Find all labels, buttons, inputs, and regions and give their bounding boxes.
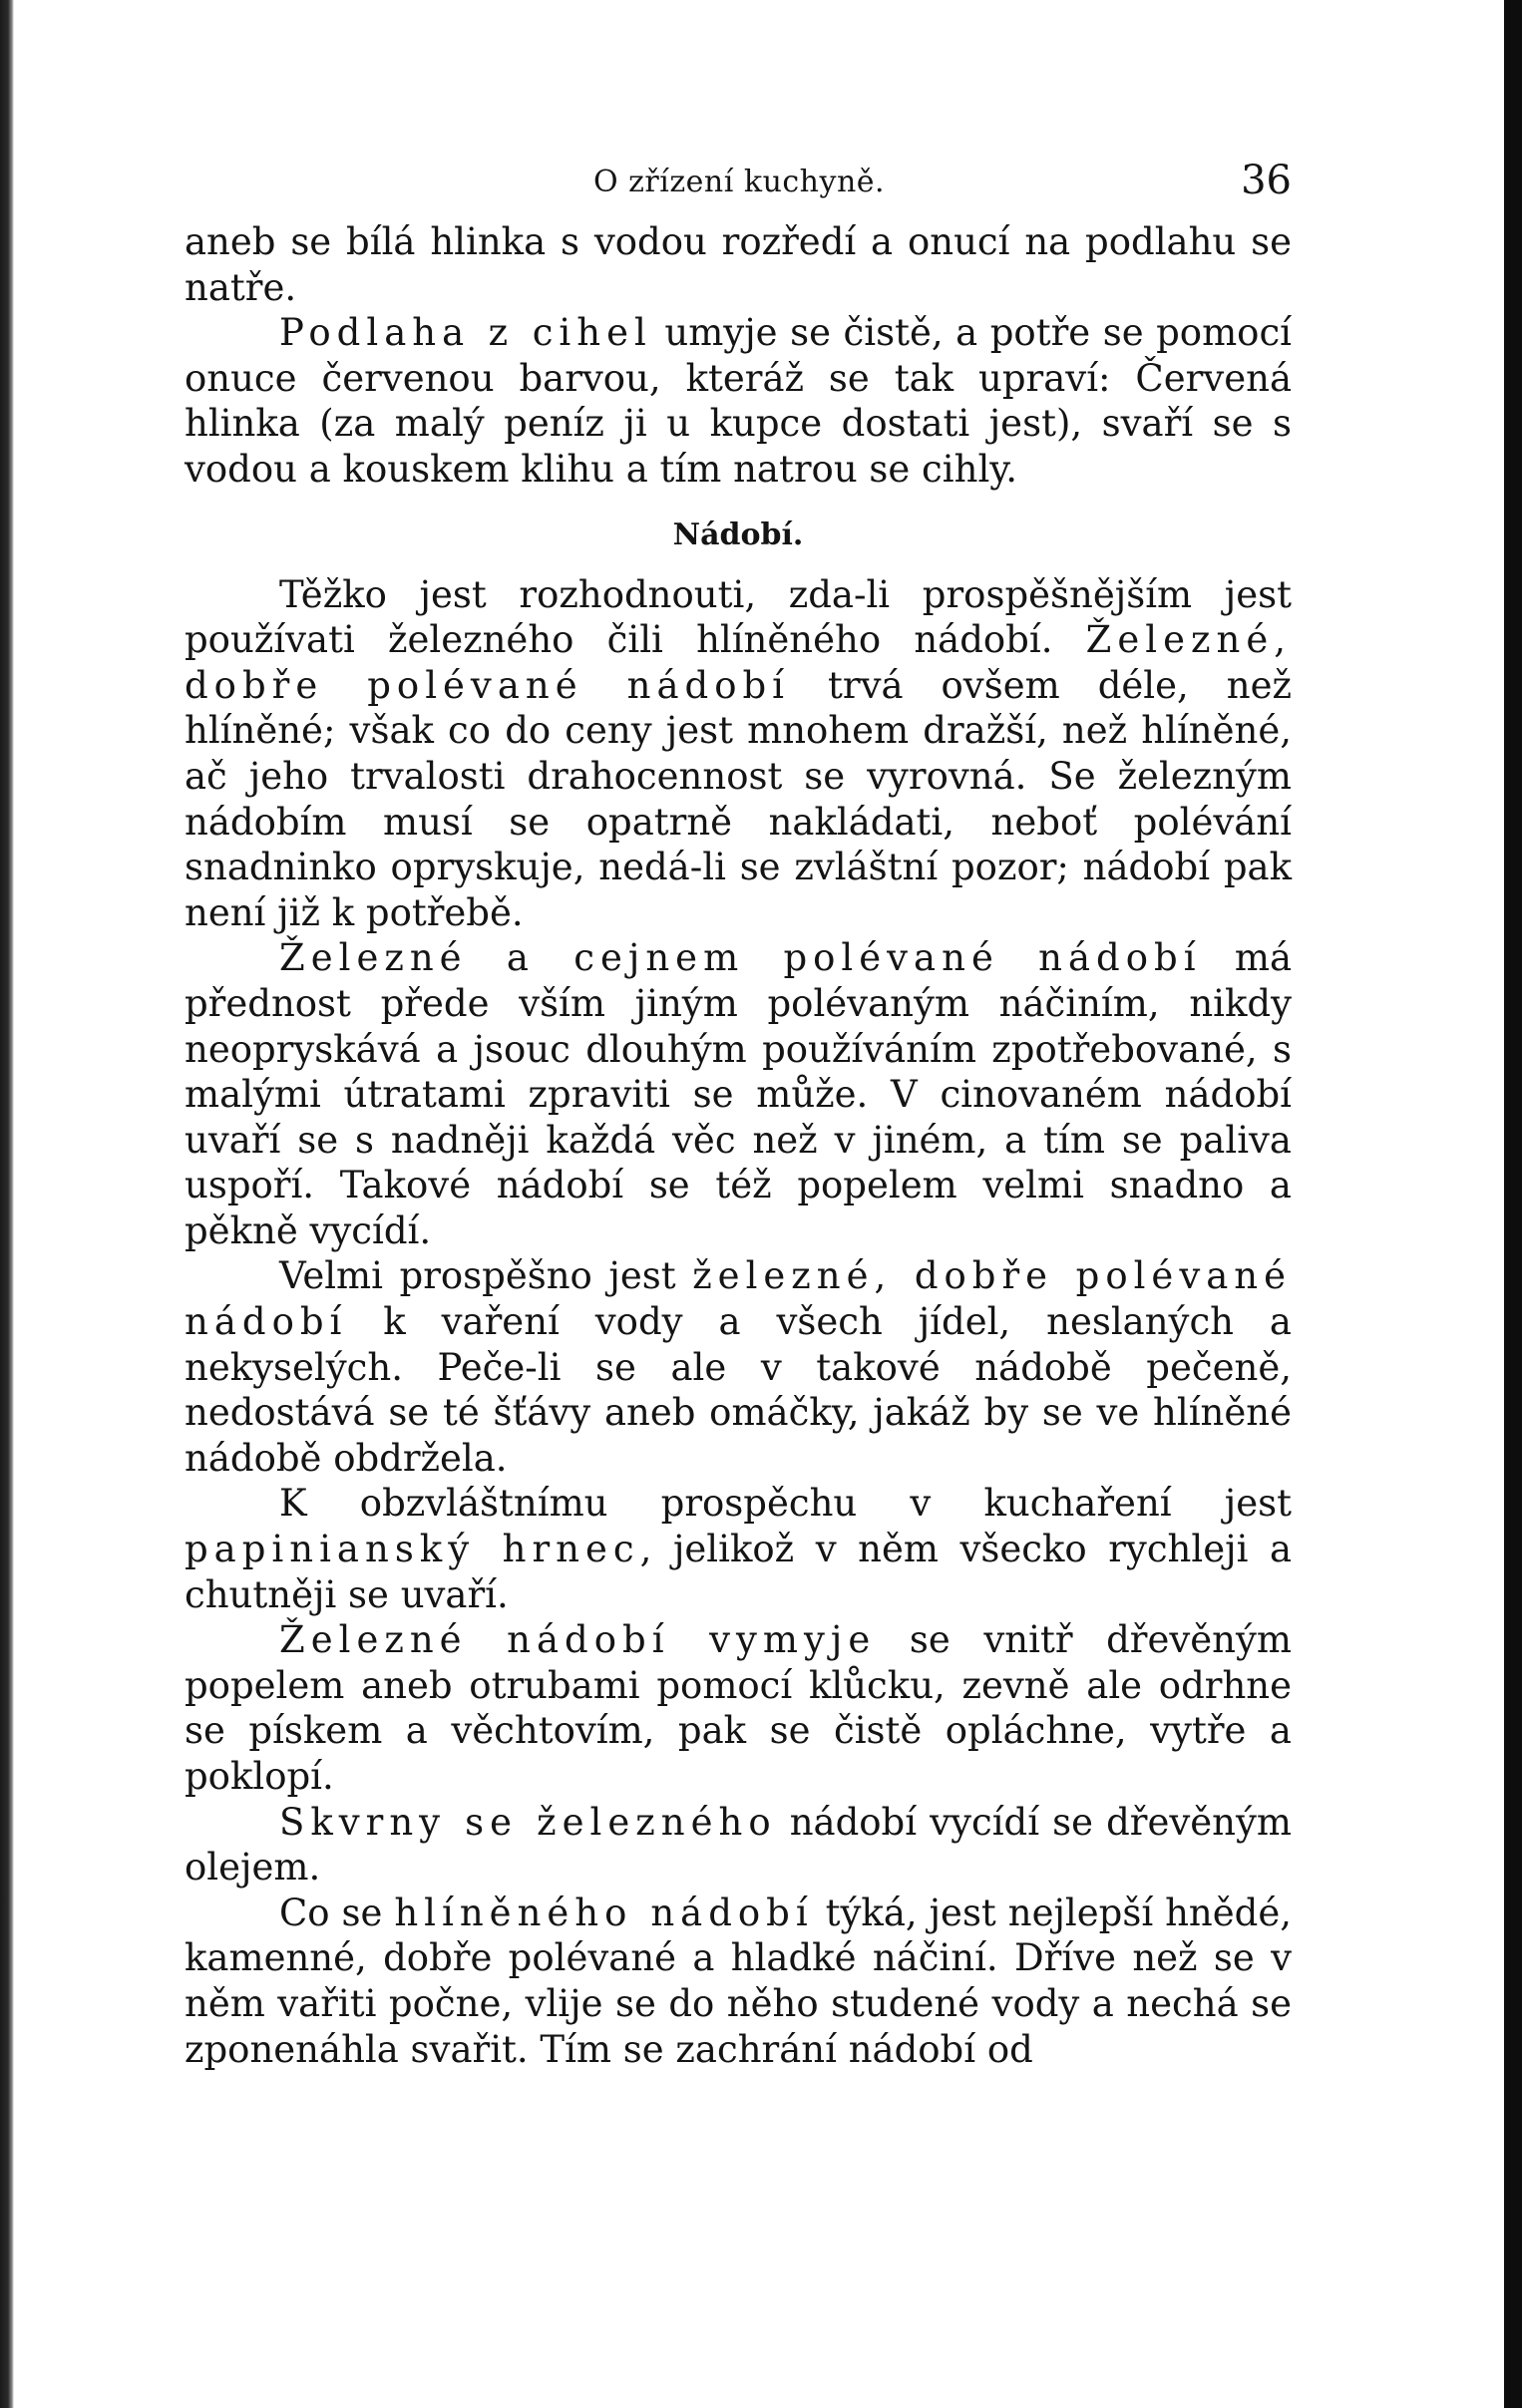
paragraph-2 bbox=[185, 310, 1292, 492]
paragraph-5-lead: železné, dobře polévané nádobí bbox=[185, 1254, 1293, 1344]
paragraph-4 bbox=[185, 935, 1292, 1253]
paragraph-6-text: K obzvláštnímu prospěchu v kuchaření jest bbox=[279, 1482, 1292, 1526]
paragraph-2-lead: Podlaha z cihel bbox=[279, 311, 652, 355]
page-body bbox=[185, 219, 1292, 2072]
paragraph-5 bbox=[185, 1253, 1292, 1481]
paragraph-1-text: aneb se bílá hlinka s vodou rozředí a onucí na podlahu se natře. bbox=[185, 220, 1292, 309]
paragraph-4-text: má přednost přede vším jiným polévaným náčiním, nikdy neopryskává a jsouc dlouhým používáním zpotřebované, s malými útratami zpraviti se může. V cinovaném nádobí uvaří se s nadněji každá věc než v jiném, a tím se paliva uspoří. Takové nádobí se též popelem velmi snadno a pěkně vycídí. bbox=[185, 936, 1293, 1252]
paragraph-6-text2: , jelikož v něm všecko rychleji a chutněji se uvaří. bbox=[185, 1528, 1292, 1616]
paragraph-3-text: Těžko jest rozhodnouti, zda-li prospěšnějším jest používati železného čili hlíněného nádobí. bbox=[185, 572, 1292, 662]
paragraph-5-text2: k vaření vody a všech jídel, neslaných a nekyselých. Peče-li se ale v takové nádobě pečeně, nedostává se té šťávy aneb omáčky, jakáž by se ve hlíněné nádobě obdržela. bbox=[185, 1300, 1292, 1480]
paragraph-7-lead: Železné nádobí vymyje bbox=[279, 1618, 877, 1662]
running-title: O zřízení kuchyně. bbox=[593, 165, 886, 199]
paragraph-7 bbox=[185, 1617, 1292, 1799]
paragraph-1 bbox=[185, 219, 1292, 310]
paragraph-6-lead: papinianský hrnec bbox=[185, 1528, 640, 1571]
paragraph-2-text: umyje se čistě, a potře se pomocí onuce červenou barvou, kteráž se tak upraví: Červená hlinka (za malý peníz ji u kupce dostati jest), svaří se s vodou a kouskem klihu a tím natrou se cihly. bbox=[185, 311, 1293, 491]
paragraph-6 bbox=[185, 1481, 1292, 1617]
paragraph-4-lead: Železné a cejnem polévané nádobí bbox=[279, 936, 1202, 980]
paragraph-3-text2: trvá ovšem déle, než hlíněné; však co do ceny jest mnohem dražší, než hlíněné, ač jeho trvalosti drahocennost se vyrovná. Se železným nádobím musí se opatrně nakládati, neboť polévání snadninko opryskuje, nedá-li se zvláštní pozor; nádobí pak není již k potřebě. bbox=[185, 663, 1292, 934]
paragraph-9-lead: hlíněného nádobí bbox=[394, 1891, 814, 1934]
paragraph-9 bbox=[185, 1891, 1292, 2072]
paragraph-8-text: nádobí vycídí se dřevěným olejem. bbox=[185, 1800, 1292, 1890]
page-number: 36 bbox=[1241, 158, 1292, 203]
running-head bbox=[185, 150, 1292, 219]
paragraph-8 bbox=[185, 1800, 1292, 1891]
paragraph-8-lead: Skvrny se železného bbox=[279, 1800, 777, 1844]
paragraph-9-text2: týká, jest nejlepší hnědé, kamenné, dobře polévané a hladké náčiní. Dříve než se v něm vařiti počne, vlije se do něho studené vody a nechá se zponenáhla svařit. Tím se zachrání nádobí od bbox=[185, 1891, 1292, 2071]
book-page bbox=[185, 150, 1292, 2072]
paragraph-9-text: Co se bbox=[279, 1891, 395, 1934]
paragraph-5-text: Velmi prospěšno jest bbox=[279, 1254, 693, 1298]
paragraph-7-text: se vnitř dřevěným popelem aneb otrubami pomocí klůcku, zevně ale odrhne se pískem a věchtovím, pak se čistě opláchne, vytře a poklopí. bbox=[185, 1618, 1292, 1798]
section-heading: Nádobí. bbox=[672, 516, 804, 552]
scan-right-edge bbox=[1504, 0, 1522, 2408]
paragraph-3 bbox=[185, 572, 1292, 936]
scan-left-edge bbox=[0, 0, 14, 2408]
paragraph-3-lead: Železné, dobře polévané nádobí bbox=[185, 618, 1292, 707]
